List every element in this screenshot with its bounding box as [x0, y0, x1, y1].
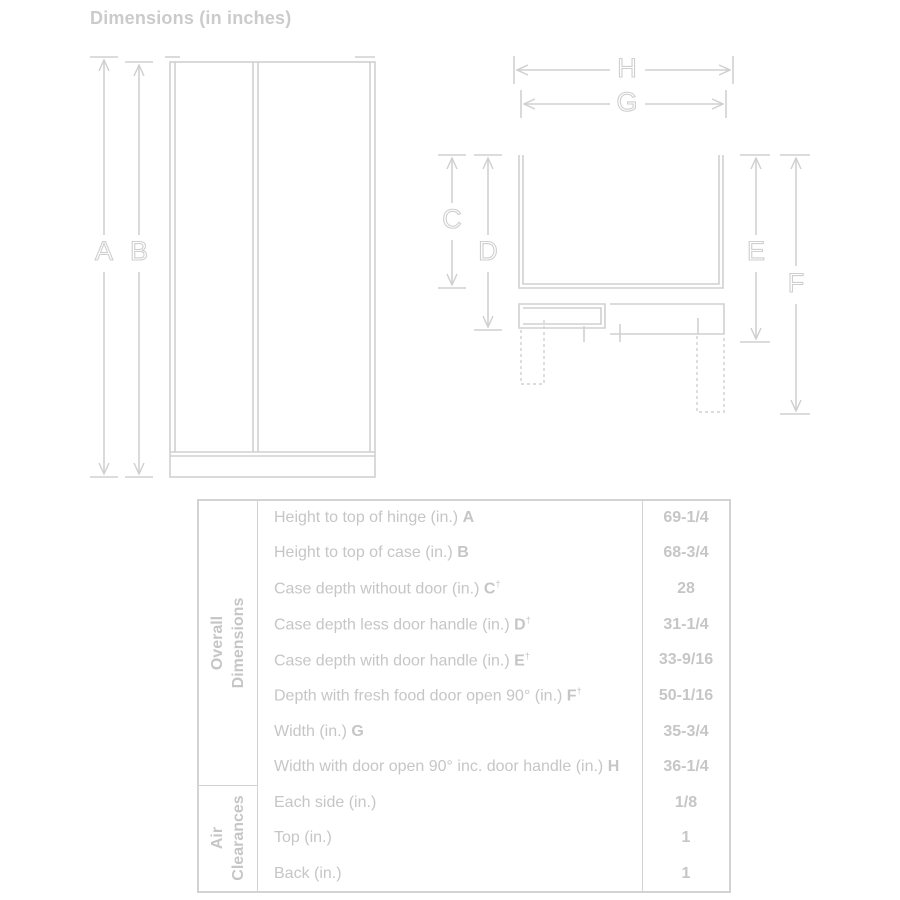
table-row [198, 500, 730, 536]
row-value: 50-1/16 [643, 678, 731, 714]
row-value: 35-3/4 [643, 714, 731, 750]
row-label: Back (in.) [258, 856, 643, 892]
dim-label-h: H [617, 53, 637, 84]
table-row [198, 785, 730, 821]
table-row [198, 571, 730, 607]
row-label: Case depth without door (in.) C† [258, 571, 643, 607]
front-view [90, 57, 375, 477]
table-row [198, 643, 730, 679]
row-value: 1 [643, 856, 731, 892]
row-label: Height to top of case (in.) B [258, 536, 643, 572]
group-air-clearances: Air Clearances [198, 785, 258, 892]
row-value: 36-1/4 [643, 749, 731, 785]
row-label: Top (in.) [258, 821, 643, 857]
fridge-outline [170, 62, 375, 477]
row-label: Width with door open 90° inc. door handle (in.) H [258, 749, 643, 785]
row-label: Case depth with door handle (in.) E† [258, 643, 643, 679]
row-value: 28 [643, 571, 731, 607]
row-value: 1 [643, 821, 731, 857]
row-label: Each side (in.) [258, 785, 643, 821]
row-label: Case depth less door handle (in.) D† [258, 607, 643, 643]
top-view [438, 53, 810, 414]
table-row [198, 536, 730, 572]
group-overall-dimensions: Overall Dimensions [198, 500, 258, 785]
table-row [198, 607, 730, 643]
dim-label-e: E [746, 236, 766, 267]
row-value: 33-9/16 [643, 643, 731, 679]
row-value: 31-1/4 [643, 607, 731, 643]
dim-label-g: G [616, 87, 638, 118]
table-row [198, 821, 730, 857]
dim-label-b: B [129, 236, 149, 267]
row-label: Depth with fresh food door open 90° (in.) F† [258, 678, 643, 714]
table-row [198, 856, 730, 892]
dim-label-f: F [787, 268, 805, 299]
row-value: 68-3/4 [643, 536, 731, 572]
dimensions-table [197, 499, 731, 893]
page-title: Dimensions (in inches) [90, 8, 292, 28]
dim-label-a: A [94, 236, 114, 267]
dim-label-d: D [478, 236, 498, 267]
open-door-right-dashed [697, 336, 724, 412]
row-label: Width (in.) G [258, 714, 643, 750]
case-outline [519, 155, 723, 288]
table-row [198, 749, 730, 785]
dim-label-c: C [442, 204, 462, 235]
fresh-food-door [610, 304, 724, 334]
row-value: 69-1/4 [643, 500, 731, 536]
row-label: Height to top of hinge (in.) A [258, 500, 643, 536]
table-row [198, 714, 730, 750]
table-row [198, 678, 730, 714]
row-value: 1/8 [643, 785, 731, 821]
